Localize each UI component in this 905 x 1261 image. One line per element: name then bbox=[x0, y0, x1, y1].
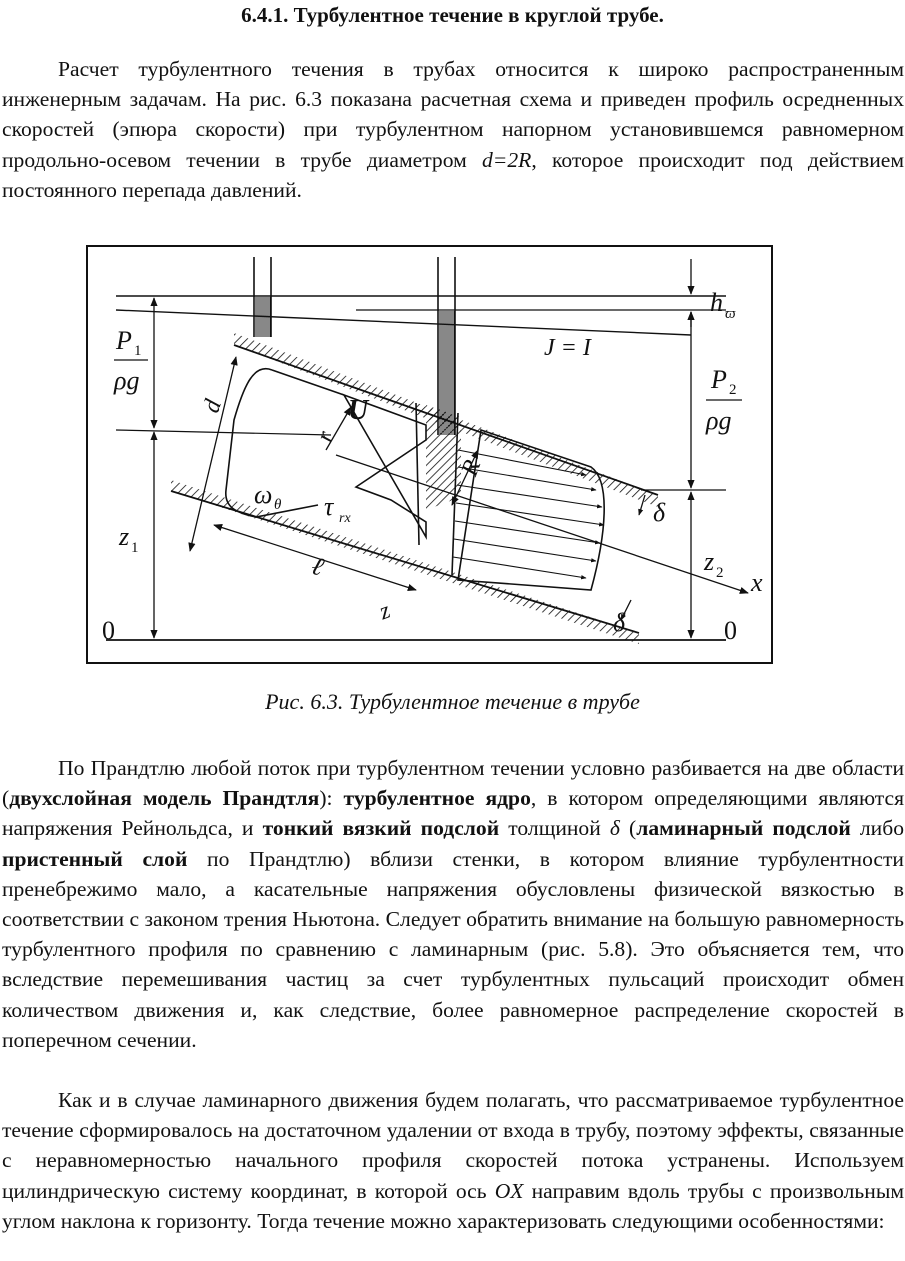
paragraph-text: ( bbox=[619, 816, 637, 841]
delta-symbol: δ bbox=[609, 816, 620, 841]
x-axis-label: x bbox=[751, 568, 763, 597]
diameter-formula: d=2R bbox=[481, 147, 532, 172]
zero-right-label: 0 bbox=[724, 616, 737, 645]
paragraph-text: по Прандтлю) вблизи стенки, в котором влияние турбулентности пренебрежимо мало, а касательные напряжения обусловлены физической вязкостью в соответствии с законом трения Ньютона. Следует обратить внимание на большую равномерность турбулентного профиля по сравнению с ламинарным (рис. 5.8). Это объясняется тем, что вследствие перемешивания частиц за счет турбулентных пульсаций происходит обмен количеством движения и, как следствие, более равномерное распределение скоростей в поперечном сечении. bbox=[2, 846, 904, 1052]
paragraph-text: По Прандтлю любой поток при турбулентном течении условно разбивается на две области ( bbox=[2, 756, 904, 811]
delta-bottom-label: δ bbox=[613, 608, 626, 637]
paragraph-text: толщиной bbox=[499, 816, 610, 841]
bold-term: пристенный слой bbox=[2, 846, 188, 871]
p2-denominator: ρg bbox=[706, 406, 732, 435]
paragraph-text: направим вдоль трубы с произвольным углом наклона к горизонту. Тогда течение можно характеризовать следующими особенностями: bbox=[2, 1178, 905, 1233]
z1-label: z bbox=[119, 522, 130, 551]
z-coordinate-label: z bbox=[375, 597, 394, 626]
pipe-flow-figure bbox=[86, 245, 773, 664]
radius-big-r-label: R bbox=[456, 456, 487, 480]
ox-axis-symbol: OX bbox=[494, 1178, 524, 1203]
velocity-u-label: U bbox=[348, 395, 369, 426]
paragraph-text: либо bbox=[850, 816, 905, 841]
p1-numerator: P bbox=[116, 326, 132, 355]
j-equals-i-label: J = I bbox=[544, 335, 591, 361]
p2-numerator: P bbox=[711, 365, 727, 394]
paragraph-coordinates bbox=[2, 1085, 904, 1236]
bold-term: двухслойная модель Прандтля bbox=[9, 786, 320, 811]
reference-lines bbox=[106, 296, 726, 640]
z2-subscript: 2 bbox=[716, 565, 724, 581]
radius-r-label: r bbox=[311, 428, 340, 446]
bold-term: ламинарный подслой bbox=[636, 816, 851, 841]
p2-subscript: 2 bbox=[729, 382, 737, 398]
p1-subscript: 1 bbox=[134, 343, 142, 359]
paragraph-text: ): bbox=[319, 786, 344, 811]
paragraph-text: Расчет турбулентного течения в трубах относится к широко распространенным инженерным задачам. На рис. 6.3 показана расчетная схема и приведен профиль осредненных скоростей (эпюра скорости) при турбулентном напорном установившемся равномерном продольно-осевом течении в трубе диаметром bbox=[2, 57, 904, 172]
diameter-label: d bbox=[198, 396, 227, 416]
paragraph-text: , в котором определяющими являются напряжения Рейнольдса, и bbox=[2, 786, 905, 841]
zero-left-label: 0 bbox=[102, 616, 115, 645]
bold-term: турбулентное ядро bbox=[343, 786, 531, 811]
omega-label: ω bbox=[254, 480, 273, 509]
paragraph-prandtl bbox=[2, 753, 904, 1055]
tau-subscript: rx bbox=[339, 511, 351, 526]
bold-term: тонкий вязкий подслой bbox=[262, 816, 500, 841]
paragraph-intro bbox=[2, 54, 904, 205]
omega-subscript: θ bbox=[274, 497, 282, 513]
paragraph-text: , которое происходит под действием постоянного перепада давлений. bbox=[2, 147, 904, 202]
figure-caption: Рис. 6.3. Турбулентное течение в трубе bbox=[265, 689, 640, 714]
length-label: ℓ bbox=[307, 550, 328, 582]
paragraph-text: Как и в случае ламинарного движения будем полагать, что рассматриваемое турбулентное течение сформировалось на достаточном удалении от входа в трубу, поэтому эффекты, связанные с неравномерностью начального профиля скоростей потока устранены. Используем цилиндрическую систему координат, в которой ось bbox=[2, 1088, 904, 1203]
tau-label: τ bbox=[324, 492, 334, 521]
head-loss-subscript: ϖ bbox=[725, 306, 736, 322]
z2-label: z bbox=[704, 547, 715, 576]
p1-denominator: ρg bbox=[114, 366, 140, 395]
z1-subscript: 1 bbox=[131, 540, 139, 556]
head-loss-label: h bbox=[710, 288, 723, 317]
section-title: 6.4.1. Турбулентное течение в круглой трубе. bbox=[241, 3, 664, 27]
delta-top-label: δ bbox=[653, 498, 666, 527]
